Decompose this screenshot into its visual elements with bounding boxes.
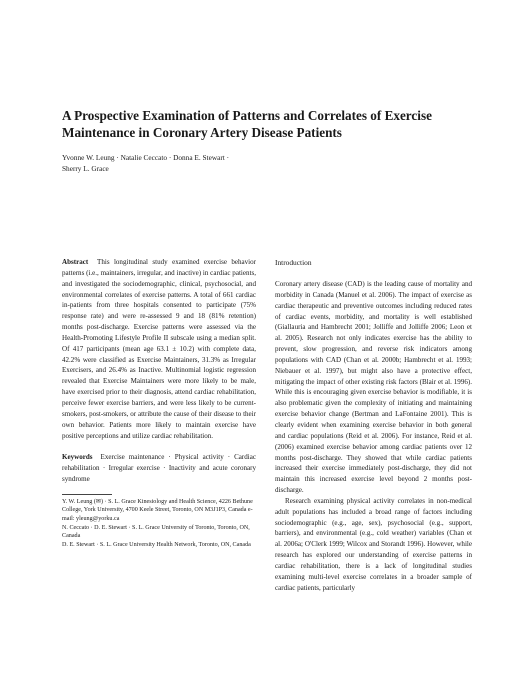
article-title: A Prospective Examination of Patterns and Correlates of Exercise Maintenance in Coronary Artery Disease Patients bbox=[62, 108, 432, 140]
intro-paragraph-1: Coronary artery disease (CAD) is the leading cause of mortality and morbidity in Canada (Manuel et al. 2006). The impact of exercise as cardiac therapeutic and preventive outcomes including reduced rates of cardiac events, morbidity, and mortality is well established (Giallauria and Hambrecht 2001; Jolliffe and Jolliffe 2006; Leon et al. 2005). Research not only indicates exercise has the ability to prevent, slow progression, and reverse risk indicators among populations with CAD (Chan et al. 2000b; Hambrecht et al. 1993; Niebauer et al. 1997), but might also have a protective effect, mitigating the impact of other existing risk factors (Blair et al. 1996). While this is encouraging given exercise behavior is modifiable, it is also problematic given the complexity of initiating and maintaining exercise behavior change (Bertman and LaFontaine 2001). This is clearly evident when examining exercise behavior in both general and cardiac populations (Reid et al. 2006). For instance, Reid et al. (2006) examined exercise behavior among cardiac patients over 12 months post-discharge. They showed that while cardiac patients increased their exercise immediately post-discharge, they did not maintain this increased exercise level beyond 2 months post-discharge. bbox=[275, 280, 472, 495]
abstract-heading: Abstract bbox=[62, 258, 89, 266]
introduction-heading: Introduction bbox=[275, 258, 312, 267]
right-column bbox=[275, 257, 472, 593]
left-column bbox=[62, 257, 256, 549]
keywords-text: Exercise maintenance · Physical activity · Cardiac rehabilitation · Irregular exercise · Inactivity and acute coronary syndrome bbox=[62, 453, 256, 484]
affiliation-1: Y. W. Leung (✉) · S. L. Grace Kinesiology and Health Science, 4226 Bethune College, York University, 4700 Keele Street, Toronto, ON M3J1P3, Canada e-mail: yleung@yorku.ca bbox=[62, 498, 253, 523]
intro-paragraph-2: Research examining physical activity correlates in non-medical adult populations has included a broad range of factors including sociodemographic (e.g., age, sex), psychosocial (e.g., support, barriers), and environmental (e.g., cold weather) variables (Chan et al. 2006a; O'Clerk 1999; Wilcox and Storandt 1996). However, while research has explored our understanding of exercise patterns in cardiac rehabilitation, there is a lack of longitudinal studies examining multi-level exercise correlates in a broader sample of cardiac patients, particularly bbox=[275, 496, 472, 592]
keywords-heading: Keywords bbox=[62, 453, 93, 462]
author-line-2: Sherry L. Grace bbox=[62, 164, 109, 174]
affiliation-2: N. Ceccato · D. E. Stewart · S. L. Grace University of Toronto, Toronto, ON, Canada bbox=[62, 524, 250, 540]
keywords bbox=[62, 452, 256, 485]
affiliation-divider bbox=[62, 494, 112, 495]
abstract-text: This longitudinal study examined exercise behavior patterns (i.e., maintainers, irregular, and inactive) in cardiac patients, and investigated the sociodemographic, clinical, psychosocial, and environmental correlates of exercise patterns. A total of 661 cardiac in-patients from three hospitals consented to participate (75% response rate) and were re-assessed 9 and 18 (81% retention) months post-discharge. Exercise patterns were assessed via the Health-Promoting Lifestyle Profile II subscale using a median split. Of 417 participants (mean age 63.1 ± 10.2) with complete data, 42.2% were classified as Exercise Maintainers, 31.3% as Irregular Exercisers, and 26.4% as Inactive. Multinomial logistic regression revealed that Exercise Maintainers were more likely to be male, have exercised prior to their diagnosis, attend cardiac rehabilitation, perceive fewer exercise barriers, and were less likely to be current-smokers, post-smokers, or attribute the cause of their disease to their own behavior. Patients more likely to maintain exercise have positive perceptions and utilize cardiac rehabilitation. bbox=[62, 258, 256, 440]
abstract bbox=[62, 257, 256, 441]
affiliation-3: D. E. Stewart · S. L. Grace University Health Network, Toronto, ON, Canada bbox=[62, 541, 251, 548]
author-line-1: Yvonne W. Leung · Natalie Ceccato · Donna E. Stewart · bbox=[62, 153, 230, 162]
author-list bbox=[62, 152, 362, 174]
